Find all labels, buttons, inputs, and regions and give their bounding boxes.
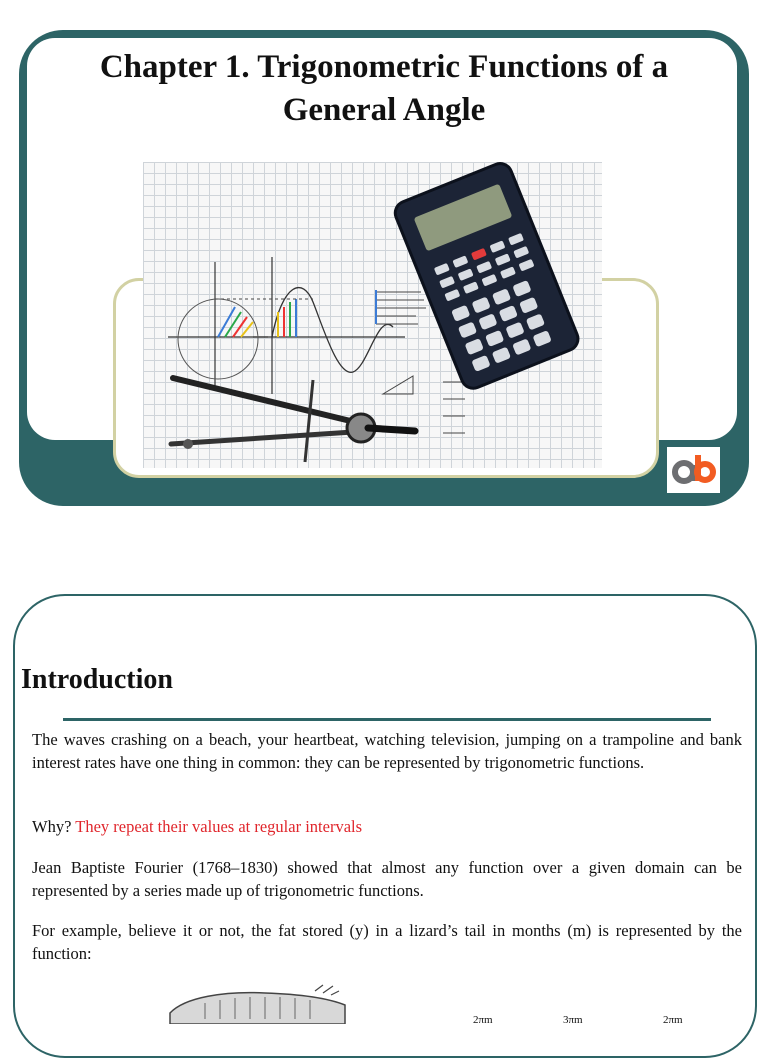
compass (171, 378, 415, 462)
unit-circle (178, 299, 258, 379)
highlighted-answer: They repeat their values at regular intervals (75, 817, 363, 836)
chapter-title (40, 46, 728, 132)
graph-axes (168, 257, 405, 394)
intro-paragraph-1: The waves crashing on a beach, your heartbeat, watching television, jumping on a trampoline and bank interest rates have one thing in common: they can be represented by trigonometric functions. (32, 730, 742, 772)
calculator (392, 162, 582, 392)
formula-fragment-1: 2πm (473, 1014, 493, 1026)
formula-fragment-2: 3πm (563, 1014, 583, 1026)
publisher-logo (667, 447, 720, 493)
ab-logo-icon (667, 447, 720, 493)
lizard-illustration (165, 983, 350, 1024)
cover-photo (143, 162, 602, 468)
intro-paragraph-3: Jean Baptiste Fourier (1768–1830) showed that almost any function over a given domain can be represented by a series made up of trigonometric functions. (32, 858, 742, 900)
formula-fragment-3: 2πm (663, 1014, 683, 1026)
introduction-heading: Introduction (21, 664, 173, 695)
intro-paragraph-4: For example, believe it or not, the fat stored (y) in a lizard’s tail in months (m) is represented by the function: (32, 921, 742, 963)
heading-divider (63, 718, 711, 721)
why-label: Why? (32, 817, 72, 836)
math-tools-illustration (143, 162, 602, 468)
intro-paragraph-2 (32, 815, 742, 838)
chapter-title-line1: Chapter 1. Trigonometric Functions of a (99, 49, 669, 85)
chapter-title-line2: General Angle (282, 92, 486, 128)
